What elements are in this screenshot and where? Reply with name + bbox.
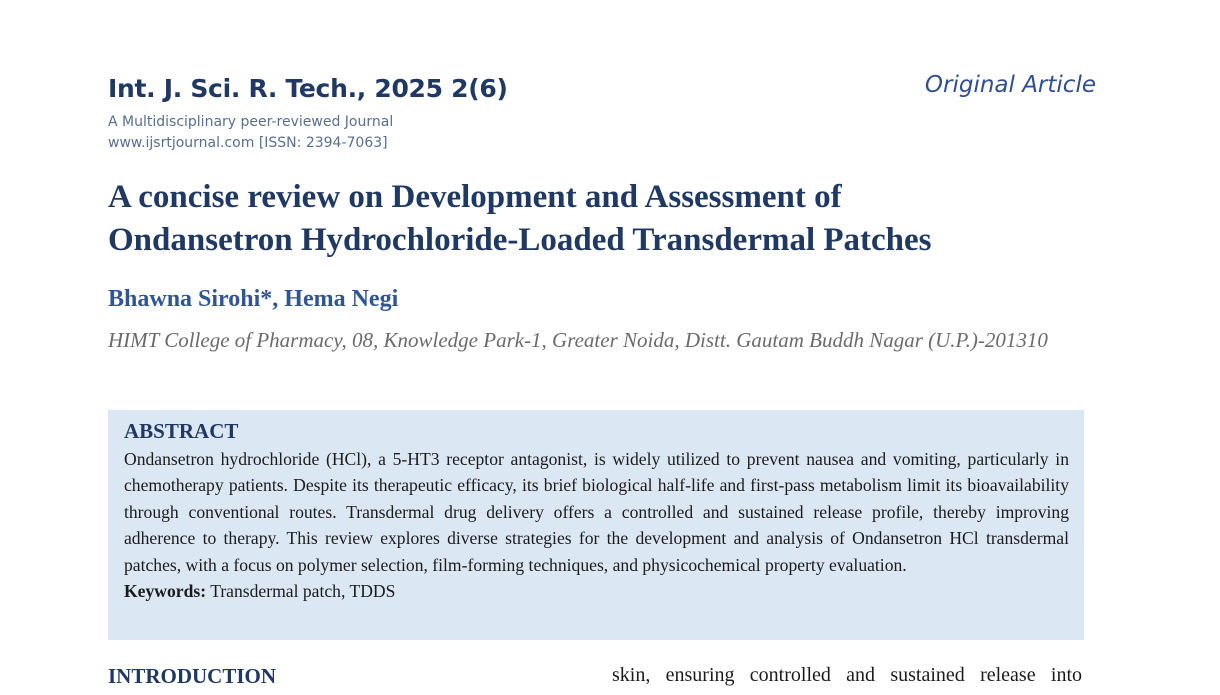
paper-title [108, 176, 1108, 262]
keywords-value: Transdermal patch, TDDS [210, 581, 396, 602]
abstract-text: Ondansetron hydrochloride (HCl), a 5-HT3 receptor antagonist, is widely utilized to prevent nausea and vomiting, particularly in chemotherapy patients. Despite its therapeutic efficacy, its brief biological half-life and first-pass metabolism limit its bioavailability through conventional routes. Transdermal drug delivery offers a controlled and sustained release profile, thereby improving adherence to therapy. This review explores diverse strategies for the development and analysis of Ondansetron HCl transdermal patches, with a focus on polymer selection, film-forming techniques, and physicochemical property evaluation. [124, 449, 1069, 575]
paper-title-line-2: Ondansetron Hydrochloride-Loaded Transdermal Patches [108, 222, 932, 258]
journal-website[interactable]: www.ijsrtjournal.com [ISSN: 2394-7063] [108, 135, 388, 151]
abstract-box [108, 410, 1084, 640]
keywords-label: Keywords: [124, 581, 207, 602]
journal-subtitle: A Multidisciplinary peer-reviewed Journal [108, 114, 394, 130]
article-type: Original Article [924, 72, 1096, 98]
authors: Bhawna Sirohi*, Hema Negi [108, 286, 399, 312]
introduction-heading: INTRODUCTION [108, 664, 277, 688]
abstract-heading: ABSTRACT [124, 419, 239, 443]
paper-title-line-1: A concise review on Development and Assessment of [108, 179, 842, 215]
affiliation: HIMT College of Pharmacy, 08, Knowledge Park-1, Greater Noida, Distt. Gautam Buddh Nagar (U.P.)-201310 [108, 328, 1048, 352]
journal-title: Int. J. Sci. R. Tech., 2025 2(6) [108, 74, 508, 103]
keywords [124, 578, 1069, 604]
right-column-text: skin, ensuring controlled and sustained release into [612, 664, 1082, 686]
